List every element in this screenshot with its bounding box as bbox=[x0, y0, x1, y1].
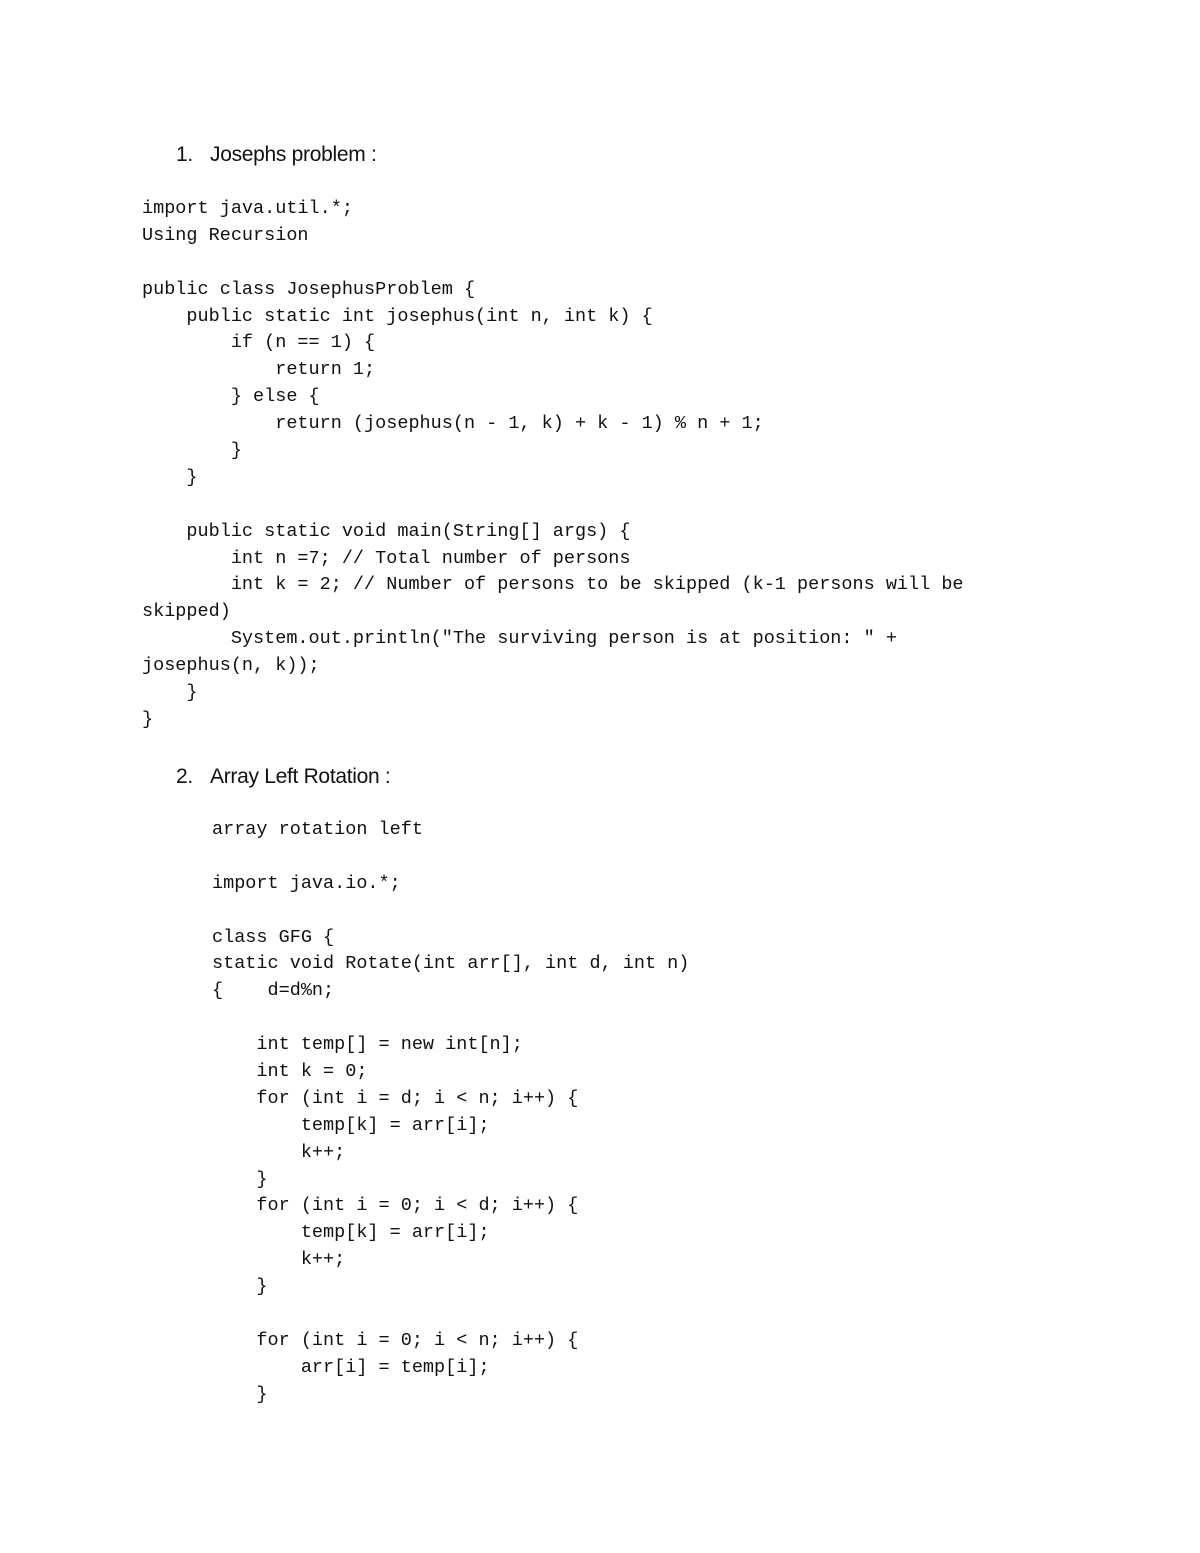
code-line bbox=[212, 898, 689, 925]
code-line: for (int i = 0; i < n; i++) { bbox=[212, 1329, 579, 1351]
code-line: public class JosephusProblem { bbox=[142, 278, 476, 300]
code-line: arr[i] = temp[i]; bbox=[212, 1356, 490, 1378]
section-1-number: 1. bbox=[176, 143, 193, 166]
code-line: } bbox=[212, 1168, 268, 1190]
code-line: return 1; bbox=[142, 359, 376, 381]
code-line: k++; bbox=[212, 1141, 346, 1163]
code-line: int temp[] = new int[n]; bbox=[212, 1034, 523, 1056]
code-line: for (int i = 0; i < d; i++) { bbox=[212, 1195, 579, 1217]
section-2-number: 2. bbox=[176, 765, 193, 788]
code-line: import java.io.*; bbox=[212, 872, 401, 894]
code-line: } else { bbox=[142, 386, 320, 408]
section-2-heading bbox=[176, 763, 390, 790]
code-line bbox=[142, 492, 964, 519]
section-1-code-block bbox=[142, 196, 964, 734]
code-line: for (int i = d; i < n; i++) { bbox=[212, 1087, 579, 1109]
code-line bbox=[212, 1005, 689, 1032]
code-line: if (n == 1) { bbox=[142, 332, 376, 354]
code-line: int n =7; // Total number of persons bbox=[142, 547, 631, 569]
code-line: } bbox=[142, 682, 198, 704]
code-line: array rotation left bbox=[212, 819, 423, 840]
code-line: int k = 0; bbox=[212, 1061, 368, 1083]
code-line bbox=[142, 250, 964, 277]
code-line: } bbox=[212, 1383, 268, 1405]
code-line: } bbox=[142, 440, 242, 462]
code-line: System.out.println("The surviving person is at position: " + bbox=[142, 628, 897, 650]
code-line: temp[k] = arr[i]; bbox=[212, 1114, 490, 1136]
code-line: class GFG { bbox=[212, 926, 335, 948]
code-line: Using Recursion bbox=[142, 224, 309, 246]
code-line: } bbox=[142, 708, 154, 730]
code-line: import java.util.*; bbox=[142, 198, 353, 219]
code-line: static void Rotate(int arr[], int d, int n) bbox=[212, 953, 690, 975]
code-line: k++; bbox=[212, 1249, 346, 1271]
code-line: int k = 2; // Number of persons to be skipped (k-1 persons will be bbox=[142, 574, 964, 596]
section-1-heading bbox=[176, 141, 377, 168]
code-line bbox=[212, 844, 689, 871]
section-2-title: Array Left Rotation : bbox=[210, 765, 391, 788]
section-1-title: Josephs problem : bbox=[210, 143, 377, 166]
code-line: return (josephus(n - 1, k) + k - 1) % n + 1; bbox=[142, 413, 764, 435]
code-line: public static int josephus(int n, int k) { bbox=[142, 305, 653, 327]
code-line bbox=[212, 1301, 689, 1328]
code-line: } bbox=[212, 1276, 268, 1298]
code-line: } bbox=[142, 466, 198, 488]
section-2-code-block bbox=[212, 817, 689, 1409]
code-line: josephus(n, k)); bbox=[142, 655, 320, 677]
code-line: { d=d%n; bbox=[212, 980, 335, 1002]
code-line: public static void main(String[] args) { bbox=[142, 520, 631, 542]
code-line: temp[k] = arr[i]; bbox=[212, 1222, 490, 1244]
code-line: skipped) bbox=[142, 601, 231, 623]
